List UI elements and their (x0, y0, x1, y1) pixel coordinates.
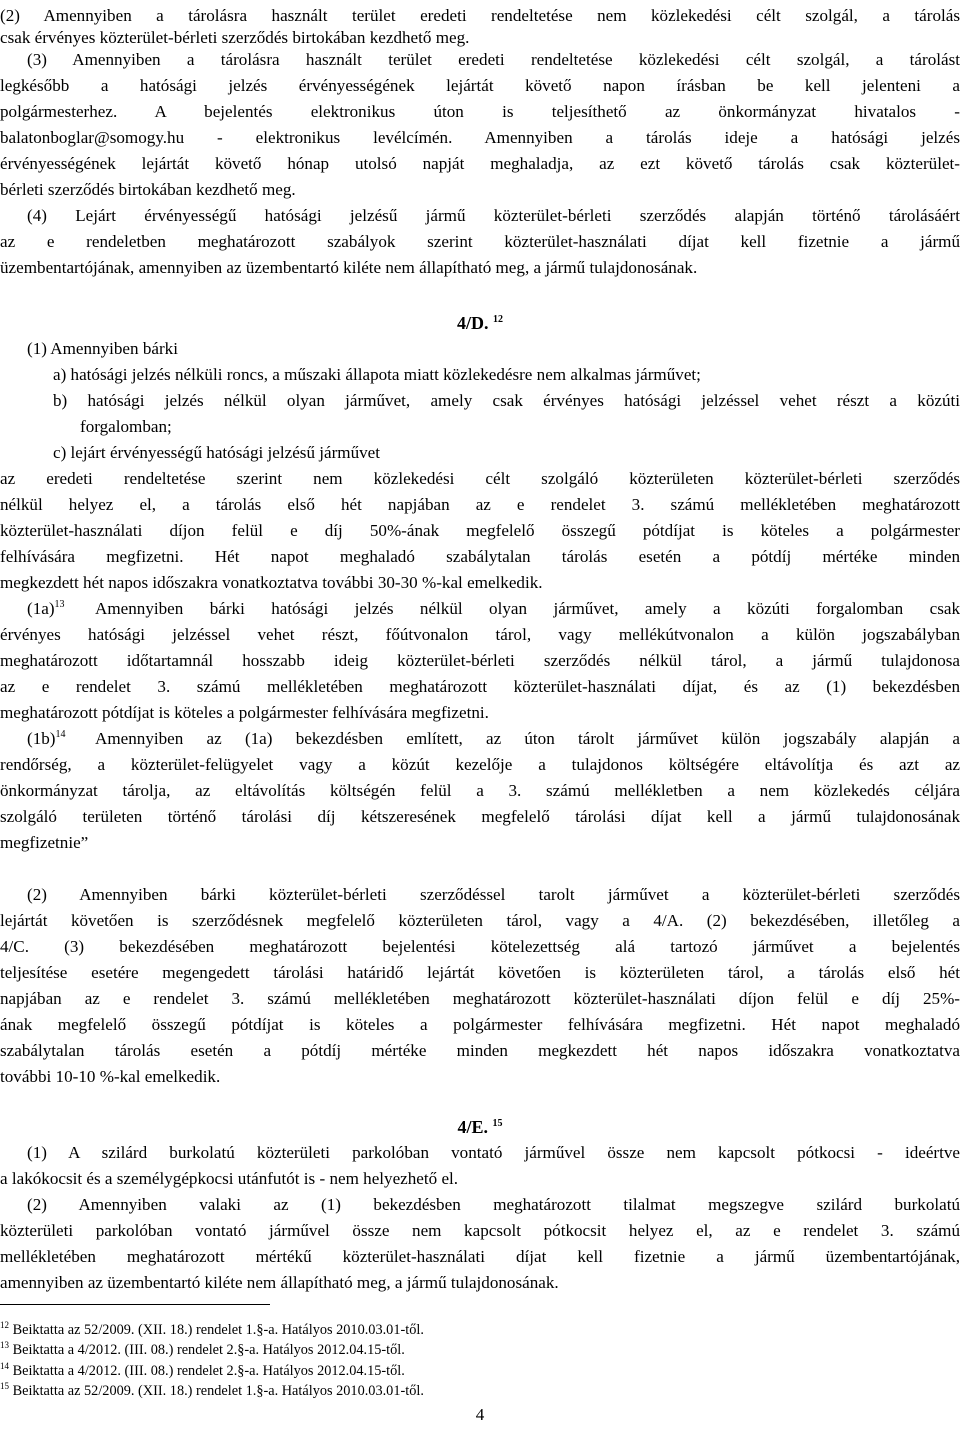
text-line: az e rendelet 3. számú mellékletében meghatározott közterület-használati díjat, és az (1) bekezdésben (0, 677, 960, 696)
text-line: (4) Lejárt érvényességű hatósági jelzésű jármű közterület-bérleti szerződés alapján történő tárolásáért (27, 206, 960, 225)
paragraph-label (27, 596, 65, 622)
text-line: legkésőbb a hatósági jelzés érvényességének lejártát követő napon írásban be kell jelenteni a (0, 76, 960, 95)
footnote-number: 13 (0, 1340, 9, 1350)
text-line: közterület-használati díjon felül e díj 50%-ának megfelelő összegű pótdíjat is köteles a polgármester (0, 521, 960, 540)
text-line: megkezdett hét napos időszakra vonatkoztatva további 30-30 %-kal emelkedik. (0, 573, 543, 592)
page-number: 4 (475, 1405, 485, 1424)
text-line: amennyiben az üzembentartó kiléte nem állapítható meg, a jármű tulajdonosának. (0, 1273, 559, 1292)
footnote-ref[interactable]: 13 (54, 599, 65, 610)
text-line: teljesítése esetére megengedett tárolási határidő lejártát követően is közterületen tárol, a tárolás első hét (0, 963, 960, 982)
text-line: polgármesterhez. A bejelentés elektronikus úton is teljesíthető az önkormányzat hivatalos - (0, 102, 960, 121)
text-line: lejártát követően is szerződésnek megfelelő közterületen tárol, vagy a 4/A. (2) bekezdésében, illetőleg a (0, 911, 960, 930)
text-line: meghatározott pótdíjat is köteles a polgármester felhívására megfizetni. (0, 703, 489, 722)
text-line: ának megfelelő összegű pótdíjat is köteles a polgármester felhívására megfizetni. Hét napot meghaladó (0, 1015, 960, 1034)
footnote-separator (0, 1304, 270, 1305)
footnote-ref[interactable]: 15 (492, 1118, 503, 1129)
text-line: megfizetnie” (0, 833, 89, 852)
footnote (0, 1381, 424, 1401)
paragraph-label-text: (1a) (27, 599, 55, 618)
section-heading-text: 4/E. (457, 1117, 488, 1137)
text-line: b) hatósági jelzés nélkül olyan járművet, amely csak érvényes hatósági jelzéssel vehet részt a közúti (53, 391, 960, 410)
footnote (0, 1361, 405, 1381)
text-line: önkormányzat tárolja, az eltávolítás költségén felül a 3. számú mellékletben a nem közlekedés céljára (0, 781, 960, 800)
section-heading (0, 310, 960, 336)
text-line: (2) Amennyiben a tárolásra használt terület eredeti rendeltetése nem közlekedési célt szolgál, a tárolás (0, 6, 960, 25)
text-line: Amennyiben bárki hatósági jelzés nélkül olyan járművet, amely a közúti forgalomban csak (95, 599, 960, 618)
text-line: rendőrség, a közterület-felügyelet vagy a közút kezelője a tulajdonos költségére eltávolítja és azt az (0, 755, 960, 774)
footnote-text: Beiktatta az 52/2009. (XII. 18.) rendelet 1.§-a. Hatályos 2010.03.01-től. (9, 1322, 424, 1338)
text-line: szabálytalan tárolás esetén a pótdíj mértéke minden megkezdett hét napos időszakra vonatkoztatva (0, 1041, 960, 1060)
footnote (0, 1320, 424, 1340)
text-line: felhívására megfizetni. Hét napot meghaladó szabálytalan tárolás esetén a pótdíj mértéke minden (0, 547, 960, 566)
text-line: (2) Amennyiben bárki közterület-bérleti szerződéssel tarolt járművet a közterület-bérleti szerződés (27, 885, 960, 904)
text-line: meghatározott időtartamnál hosszabb ideig közterület-bérleti szerződés nélkül tárol, a jármű tulajdonosa (0, 651, 960, 670)
text-line: (1) Amennyiben bárki (27, 339, 178, 358)
text-line: érvényes hatósági jelzéssel vehet részt, főútvonalon tárol, vagy mellékútvonalon a külön jogszabályban (0, 625, 960, 644)
text-line: további 10-10 %-kal emelkedik. (0, 1067, 221, 1086)
text-line: Amennyiben az (1a) bekezdésben említett, az úton tárolt járművet külön jogszabály alapján a (95, 729, 960, 748)
section-heading (0, 1114, 960, 1140)
text-line: az e rendeletben meghatározott szabályok szerint közterület-használati díjat kell fizetnie a jármű (0, 232, 960, 251)
text-line: csak érvényes közterület-bérleti szerződés birtokában kezdhető meg. (0, 28, 470, 47)
footnote-text: Beiktatta a 4/2012. (III. 08.) rendelet 2.§-a. Hatályos 2012.04.15-től. (9, 1363, 405, 1379)
paragraph-label-text: (1b) (27, 729, 56, 748)
text-line: közterületi parkolóban vontató járművel össze nem kapcsolt pótkocsit helyez el, az e rendelet 3. számú (0, 1221, 960, 1240)
text-line: (2) Amennyiben valaki az (1) bekezdésben meghatározott tilalmat megszegve szilárd burkolatú (27, 1195, 960, 1214)
text-line: az eredeti rendeltetése szerint nem közlekedési célt szolgáló közterületen közterület-bérleti szerződés (0, 469, 960, 488)
text-line: mellékletében meghatározott mértékű közterület-használati díjat kell fizetnie a jármű üzembentartójának, (0, 1247, 960, 1266)
text-line: bérleti szerződés birtokában kezdhető meg. (0, 180, 296, 199)
footnote-number: 15 (0, 1381, 9, 1391)
text-line: érvényességének lejártát követő hónap utolsó napját meghaladja, az ezt követő tárolás csak közterület- (0, 154, 960, 173)
text-line: a) hatósági jelzés nélküli roncs, a műszaki állapota miatt közlekedésre nem alkalmas járművet; (53, 365, 701, 384)
footnote-ref[interactable]: 12 (493, 314, 503, 325)
footnote (0, 1340, 405, 1360)
footnote-ref[interactable]: 14 (55, 729, 66, 740)
text-line: nélkül helyez el, a tárolás első hét napjában az e rendelet 3. számú mellékletében meghatározott (0, 495, 960, 514)
text-line: (1) A szilárd burkolatú közterületi parkolóban vontató járművel össze nem kapcsolt pótkocsi - ideértve (27, 1143, 960, 1162)
footnote-text: Beiktatta a 4/2012. (III. 08.) rendelet 2.§-a. Hatályos 2012.04.15-től. (9, 1342, 405, 1358)
text-line: 4/C. (3) bekezdésében meghatározott bejelentési kötelezettség alá tartozó járművet a bejelentés (0, 937, 960, 956)
paragraph-label (27, 726, 65, 752)
text-line: a lakókocsit és a személygépkocsi utánfutót is - nem helyezhető el. (0, 1169, 459, 1188)
footnote-number: 12 (0, 1320, 9, 1330)
text-line: (3) Amennyiben a tárolásra használt terület eredeti rendeltetése közlekedési célt szolgál, a tárolást (27, 50, 960, 69)
text-line: szolgáló területen történő tárolási díj kétszeresének megfelelő tárolási díjat kell a jármű tulajdonosának (0, 807, 960, 826)
section-heading-text: 4/D. (457, 313, 489, 333)
footnote-text: Beiktatta az 52/2009. (XII. 18.) rendelet 1.§-a. Hatályos 2010.03.01-től. (9, 1383, 424, 1399)
text-line: c) lejárt érvényességű hatósági jelzésű járművet (53, 443, 381, 462)
text-line: balatonboglar@somogy.hu - elektronikus levélcímén. Amennyiben a tárolás ideje a hatósági jelzés (0, 128, 960, 147)
text-line: üzembentartójának, amennyiben az üzembentartó kiléte nem állapítható meg, a jármű tulajdonosának. (0, 258, 698, 277)
text-line: forgalomban; (80, 417, 172, 436)
text-line: napjában az e rendelet 3. számú mellékletében meghatározott közterület-használati díjon felül e díj 25%- (0, 989, 960, 1008)
footnote-number: 14 (0, 1361, 9, 1371)
